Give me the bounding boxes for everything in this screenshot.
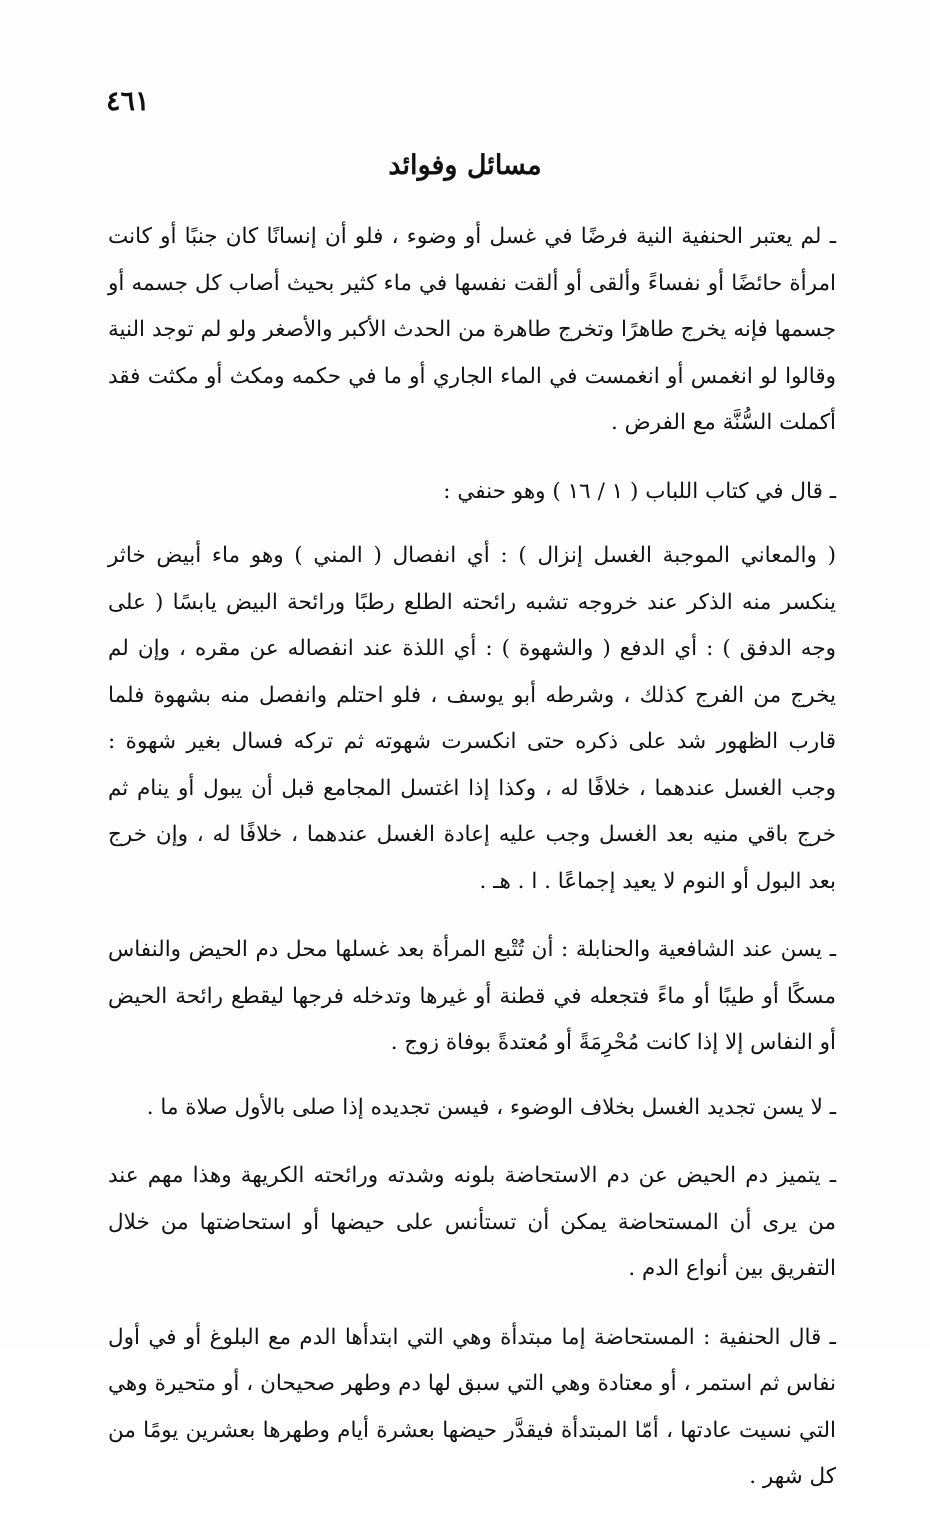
paragraph-hanafi-intention: ـ لم يعتبر الحنفية النية فرضًا في غسل أو وضوء ، فلو أن إنسانًا كان جنبًا أو كانت امرأة حائضًا أو نفساءً وألقى أو ألقت نفسها في ماء كثير بحيث أصاب كل جسمه أو جسمها فإنه يخرج طاهرًا وتخرج طاهرة من الحدث الأكبر والأصغر ولو لم توجد النية وقالوا لو انغمس أو انغمست في الماء الجاري أو ما في حكمه ومكث أو مكثت فقد أكملت السُّنَّة مع الفرض .	[108, 224, 836, 435]
paragraph-blood-distinction: ـ يتميز دم الحيض عن دم الاستحاضة بلونه وشدته ورائحته الكريهة وهذا مهم عند من يرى أن المستحاضة يمكن أن تستأنس على حيضها أو استحاضتها من خلال التفريق بين أنواع الدم .	[108, 1163, 836, 1281]
paragraph-mustahada-types: ـ قال الحنفية : المستحاضة إما مبتدأة وهي التي ابتدأها الدم مع البلوغ أو في أول نفاس ثم استمر ، أو معتادة وهي التي سبق لها دم وطهر صحيحان ، أو متحيرة وهي التي نسيت عادتها ، أمّا المبتدأة فيقدَّر حيضها بعشرة أيام وطهرها بعشرين يومًا من كل شهر .	[108, 1324, 836, 1489]
paragraph-lubab-citation: ـ قال في كتاب اللباب ( ١ / ١٦ ) وهو حنفي :	[443, 478, 836, 504]
paragraph-shafii-hanbali: ـ يسن عند الشافعية والحنابلة : أن تُتْبع المرأة بعد غسلها محل دم الحيض والنفاس مسكًا أو طيبًا أو ماءً فتجعله في قطنة أو غيرها وتدخله فرجها ليقطع رائحة الحيض أو النفاس إلا إذا كانت مُحْرِمَةً أو مُعتدةً بوفاة زوج .	[108, 937, 836, 1055]
page-number: ٤٦١	[106, 86, 150, 117]
paragraph-lubab-quote: ( والمعاني الموجبة الغسل إنزال ) : أي انفصال ( المني ) وهو ماء أبيض خاثر ينكسر منه الذكر عند خروجه تشبه رائحته الطلع رطبًا ورائحة البيض يابسًا ( على وجه الدفق ) : أي الدفع ( والشهوة ) : أي اللذة عند انفصاله عن مقره ، وإن لم يخرج من الفرج كذلك ، وشرطه أبو يوسف ، فلو احتلم وانفصل منه بشهوة فلما قارب الظهور شد على ذكره حتى انكسرت شهوته ثم تركه فسال بغير شهوة : وجب الغسل عندهما ، خلافًا له ، وكذا إذا اغتسل المجامع قبل أن يبول أو ينام ثم خرج باقي منيه بعد الغسل وجب عليه إعادة الغسل عندهما ، خلافًا له ، وإن خرج بعد البول أو النوم لا يعيد إجماعًا . ا . هـ .	[108, 543, 836, 894]
section-heading: مسائل وفوائد	[388, 150, 542, 181]
paragraph-renewal-ghusl: ـ لا يسن تجديد الغسل بخلاف الوضوء ، فيسن تجديده إذا صلى بالأول صلاة ما .	[146, 1094, 836, 1120]
body-text	[108, 214, 836, 1523]
